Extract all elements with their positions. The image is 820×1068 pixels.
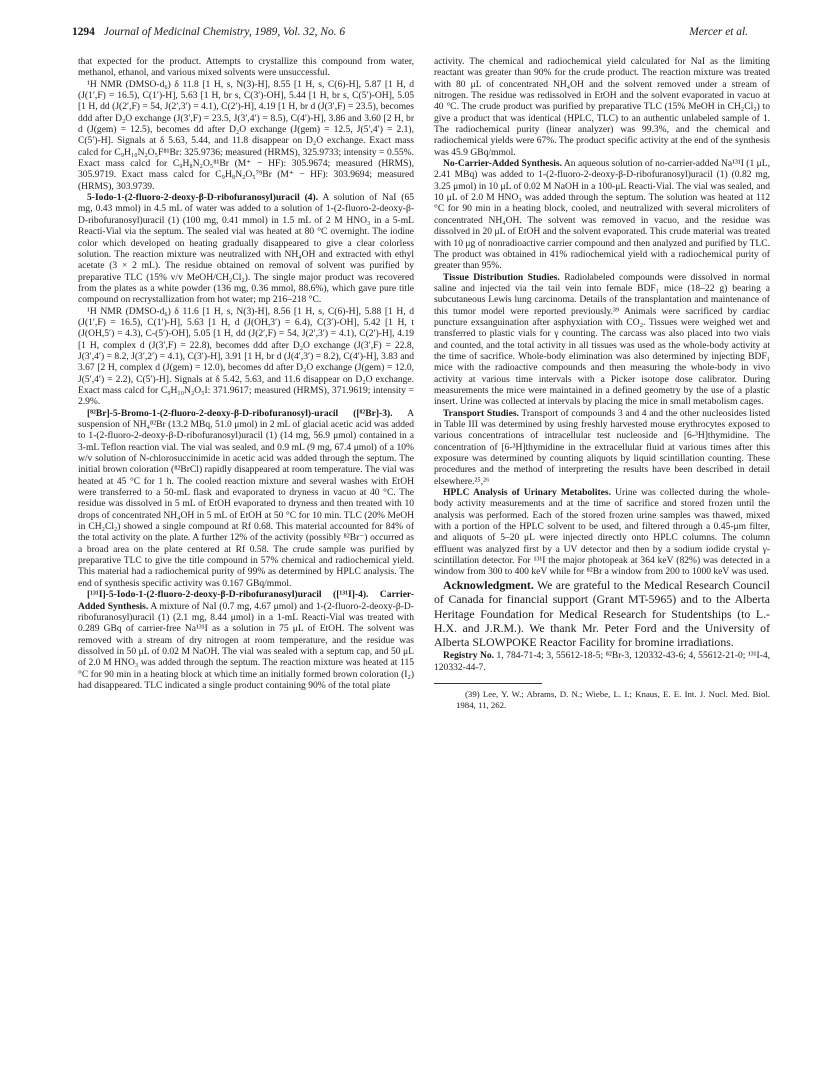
- section-tissue-distribution: [434, 272, 770, 408]
- nmr-data-paragraph: ¹H NMR (DMSO-d₆) δ 11.6 [1 H, s, N(3)-H], 8.56 [1 H, s, C(6)-H], 5.88 [1 H, d (J(1′,F) = 16.5), C(1′)-H], 5.63 [1 H, d (J(OH,3′) = 6.4), C(3′)-OH], 5.42 [1 H, t (J(OH,5′) = 4.3), C-(5′)-OH], 5.05 [1 H, dd (J(2′,F) = 54, J(2′,3′) = 4.1), C(2′)-H], 4.19 [1 H, complex d (J(3′,F) = 22.8), becomes ddd after D₂O exchange (J(3′,F) = 22.8, J(3′,4′) = 8.2, J(3′,2′) = 4.1), C(3′)-H], 3.91 [1 H, br d (J(4′,3′) = 8.2), C(4′)-H], 3.83 and 3.67 [2 H, complex d (J(gem) = 12.0), becomes dd after D₂O exchange (J(gem) = 12.0, J(5′,4′) = 2.2), C(5′)-H]. Signals at δ 5.42, 5.63, and 11.6 disappear on D₂O exchange. Exact mass calcd for C₉H₁₀N₂O₅I: 371.9617; measured (HRMS), 371.9619; intensity = 2.9%.: [78, 305, 414, 408]
- acknowledgment: [434, 578, 770, 650]
- running-header: [72, 26, 748, 42]
- nmr-data-paragraph: ¹H NMR (DMSO-d₆) δ 11.8 [1 H, s, N(3)-H], 8.55 [1 H, s, C(6)-H], 5.87 [1 H, d (J(1′,F) = 16.5), C(1′)-H], 5.63 [1 H, br s, C(3′)-OH], 5.44 [1 H, br s, C(5′)-OH], 5.05 [1 H, dd (J(2′,F) = 54, J(2′,3′) = 4.1), C(2′)-H], 4.19 [1 H, br d (J(3′,F) = 23.5), becomes ddd after D₂O exchange (J(3′,F) = 23.5, J(3′,4′) = 8.5), C(4′)-H], 3.86 and 3.60 [2 H, br d (J(gem) = 12.5), becomes dd after D₂O exchange (J(gem) = 12.5, J(5′,4′) = 2.1), C(5′)-H]. Signals at δ 5.63, 5.44, and 11.8 disappear on D₂O exchange. Exact mass calcd for C₉H₁₀N₂O₅F⁸¹Br: 325.9736; measured (HRMS), 325.9733; intensity = 0.55%. Exact mass calcd for C₉H₈N₂O₅⁸¹Br (M⁺ − HF): 305.9674; measured (HRMS), 305.9719. Exact mass calcd for C₉H₈N₂O₅⁷⁹Br (M⁺ − HF): 303.9694; measured (HRMS), 303.9739.: [78, 78, 414, 192]
- section-heading: [⁸²Br]-5-Bromo-1-(2-fluoro-2-deoxy-β-D-ribofuranosyl)-uracil ([⁸²Br]-3).: [87, 407, 393, 419]
- section-carrier-added: [78, 589, 414, 691]
- section-body: A suspension of NH₄⁸²Br (13.2 MBq, 51.0 μmol) in 2 mL of glacial acetic acid was added to 1-(2-fluoro-2-deoxy-β-D-ribofuranosyl)uracil (1) (14 mg, 56.9 μmol) contained in a 3-mL Teflon reaction vial. The vial was sealed, and 0.9 mL (9 mg, 67.4 μmol) of a 10% w/v solution of N-chlorosuccinimide in acetic acid was added through the septum. The initial brown coloration (⁸²BrCl) rapidly disappeared at room temperature. The vial was heated at 45 °C for 1 h. The cooled reaction mixture and several washes with EtOH were transferred to a 50-mL flask and evaporated to dryness in vacuo at 40 °C. The residue was dissolved in 5 mL of EtOH evaporated to dryness and then treated with 10 drops of concentrated NH₄OH in 5 mL of EtOH at 50 °C for 10 min. TLC (20% MeOH in CH₂Cl₂) showed a single compound at Rf 0.68. This material accounted for 84% of the total activity on the plate. A further 12% of the activity (possibly ⁸²Br⁻) occurred as a broad area on the plate centered at Rf 0.58. The crude sample was purified by preparative TLC to give the title compound in 57% chemical and radiochemical yield. This material had a radiochemical purity of 99% as determined by HPLC analysis. The end of synthesis specific activity was 0.167 GBq/mmol.: [78, 407, 414, 589]
- section-no-carrier-added: [434, 158, 770, 271]
- journal-citation: Journal of Medicinal Chemistry, 1989, Vol. 32, No. 6: [103, 26, 346, 38]
- section-heading: Transport Studies.: [443, 407, 519, 419]
- header-authors: Mercer et al.: [689, 26, 748, 38]
- section-iodo-compound: [78, 192, 414, 305]
- registry-numbers: [434, 650, 770, 674]
- section-heading: Acknowledgment.: [443, 577, 534, 592]
- section-body: Urine was collected during the whole-body activity measurements and at the time of sacrifice and stored frozen until the analysis was performed. Each of the stored frozen urine samples was thawed, mixed with a portion of the HPLC solvent to be used, and filtered through a 0.45-μm filter, and aliquots of 5–20 μL were injected directly onto HPLC columns. The column effluent was analyzed first by a UV detector and then by a sodium iodide crystal γ-scintillation detector. For ¹³¹I the major photopeak at 364 keV (82%) was detected in a window from 300 to 400 keV while for ⁸²Br a window from 200 to 1000 keV was used.: [434, 487, 771, 578]
- section-heading: 5-Iodo-1-(2-fluoro-2-deoxy-β-D-ribofuranosyl)uracil (4).: [87, 192, 319, 204]
- section-hplc: [434, 487, 770, 578]
- footnote-reference: (39) Lee, Y. W.; Abrams, D. N.; Wiebe, L. I.; Knaus, E. E. Int. J. Nucl. Med. Biol. 1984, 11, 262.: [456, 689, 770, 711]
- left-column: [78, 56, 414, 691]
- section-body: We are grateful to the Medical Research Council of Canada for financial support (Grant MT-5965) and to the Alberta Heritage Foundation for Medical Research for Studentships (to L.-H.X. and J.R.M.). We thank Mr. Peter Ford and the University of Alberta SLOWPOKE Reactor Facility for bromine irradiations.: [434, 577, 770, 650]
- section-heading: Registry No.: [443, 649, 495, 661]
- section-bromo-compound: [78, 408, 414, 590]
- section-heading: Tissue Distribution Studies.: [443, 271, 560, 283]
- section-body: Transport of compounds 3 and 4 and the other nucleosides listed in Table III was determined by using freshly harvested mouse erythrocytes exposed to various concentrations of intracellular test nucleoside and [6-³H]thymidine. The concentration of [6-³H]thymidine in the extracellular fluid at various times after this exposure was determined by counting aliquots by liquid scintillation counting. These procedures and the method of interpreting the results have been described in detail elsewhere.²⁵,²⁶: [434, 407, 770, 487]
- header-left: [72, 26, 345, 38]
- page-number: 1294: [72, 26, 95, 38]
- section-heading: [¹³¹I]-5-Iodo-1-(2-fluoro-2-deoxy-β-D-ribofuranosyl)uracil ([¹³¹I]-4). Carrier-Added Synthesis.: [78, 589, 414, 612]
- footnote-divider: [434, 683, 542, 684]
- section-body: 1, 784-71-4; 3, 55612-18-5; ⁸²Br-3, 120332-43-6; 4, 55612-21-0; ¹³¹I-4, 120332-44-7.: [434, 649, 770, 673]
- section-body: A solution of NaI (65 mg, 0.43 mmol) in 4.5 mL of water was added to a solution of 1-(2-fluoro-2-deoxy-β-D-ribofuranosyl)uracil (1) (100 mg, 0.41 mmol) in 1.5 mL of 2 M HNO₃ in a 5-mL Reacti-Vial via the septum. The sealed vial was heated at 80 °C overnight. The iodine color which developed on heating gradually disappeared to give a clear colorless solution. The reaction mixture was neutralized with NH₄OH and extracted with ethyl acetate (3 × 2 mL). The residue obtained on removal of solvent was purified by preparative TLC (15% v/v MeOH/CH₂Cl₂). The single major product was recovered from the plates as a white powder (136 mg, 0.36 mmol, 88.6%), which gave pure title compound on recrystallization from hot water; mp 216–218 °C.: [78, 192, 414, 306]
- section-body: Radiolabeled compounds were dissolved in normal saline and injected via the tail vein into female BDF₁ mice (18–22 g) bearing a subcutaneous Lewis lung carcinoma. Details of the transplantation and maintenance of this tumor model were reported previously.³⁹ Animals were sacrificed by cardiac puncture exsanguination after asphyxiation with CO₂. Tissues were weighed wet and transferred to plastic vials for γ counting. The carcass was also placed into two vials and counted, and the total activity in all tissues was used as the whole-body activity at the time of sacrifice. Whole-body elimination was also determined by injecting BDF₁ mice with the radioactive compounds and then measuring the whole-body in vivo activity at various time intervals with a Picker isotope dose calibrator. During measurements the mice were maintained in a defined geometry by the use of a plastic insert. Urine was collected at intervals by placing the mice in small metabolism cages.: [434, 271, 770, 408]
- section-transport: [434, 408, 770, 487]
- section-body: An aqueous solution of no-carrier-added Na¹³¹I (1 μL, 2.41 MBq) was added to 1-(2-fluoro-2-deoxy-β-D-ribofuranosyl)uracil (1) (0.82 mg, 3.25 μmol) in 10 μL of 0.02 M NaOH in a 100-μL Reacti-Vial. The vial was sealed, and 10 μL of 2.0 M HNO₃ was added through the septum. The solution was heated at 112 °C for 90 min in a heating block, cooled, and neutralized with several microliters of concentrated NH₄OH. The solvent was removed in vacuo, and the residue was dissolved in 20 μL of EtOH and the solvent evaporated. This crude material was treated with 10 μg of nonradioactive carrier compound and then analyzed and purified by TLC. The product was obtained in 41% radiochemical yield with a radiochemical purity of greater than 95%.: [434, 158, 770, 272]
- section-heading: No-Carrier-Added Synthesis.: [443, 158, 562, 170]
- right-column: [434, 56, 770, 711]
- paragraph: activity. The chemical and radiochemical yield calculated for NaI as the limiting reactant was greater than 90% for the crude product. The reaction mixture was treated with 80 μL of concentrated NH₄OH and the solvent removed under a stream of nitrogen. The residue was redissolved in EtOH and the solvent evaporated in vacuo at 40 °C. The crude product was purified by preparative TLC (15% MeOH in CH₂Cl₂) to give a product that was identical (HPLC, TLC) to an authentic unlabeled sample of 1. The radiochemical purity (linear analyzer) was 99.3%, and the chemical and radiochemical yields were 67%. The product specific activity at the end of the synthesis was 45.9 GBq/mmol.: [434, 56, 770, 158]
- paragraph: that expected for the product. Attempts to crystallize this compound from water, methanol, ethanol, and various mixed solvents were unsuccessful.: [78, 56, 414, 79]
- section-body: A mixture of NaI (0.7 mg, 4.67 μmol) and 1-(2-fluoro-2-deoxy-β-D-ribofuranosyl)uracil (1) (2.1 mg, 8.44 μmol) in a 1-mL Reacti-Vial was treated with 0.289 GBq of carrier-free Na¹³¹I as a solution in 75 μL of EtOH. The solvent was removed with a stream of dry nitrogen at room temperature, and the residue was dissolved in 50 μL of 0.02 M NaOH. The vial was sealed with a septum cap, and 50 μL of 2.0 M HNO₃ was added through the septum. The reaction mixture was heated at 115 °C for 90 min in a heating block at which time an initially formed brown coloration (I₂) had disappeared. TLC indicated a single product containing 90% of the total plate: [78, 600, 414, 691]
- section-heading: HPLC Analysis of Urinary Metabolites.: [443, 487, 611, 499]
